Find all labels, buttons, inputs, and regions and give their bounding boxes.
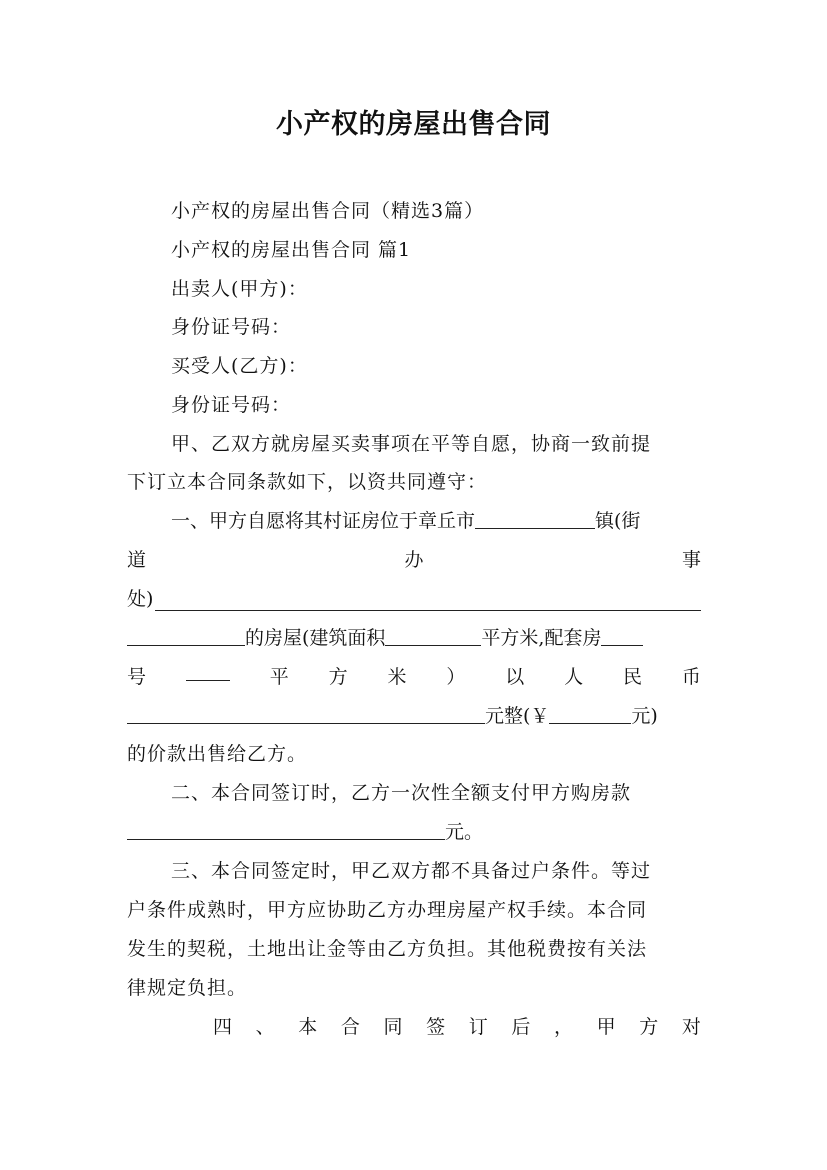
subtitle-line: 小产权的房屋出售合同（精选3篇） — [171, 200, 485, 222]
clause-4-char: 四 — [213, 1016, 233, 1038]
clause-1-char: ） — [446, 666, 466, 688]
clause-1-char: 办 — [404, 549, 424, 571]
clause-1-char: 平 — [269, 666, 289, 688]
blank-address — [155, 588, 701, 611]
clause-1-char: 民 — [622, 666, 642, 688]
clause-1-line-6 — [127, 697, 701, 735]
document-title: 小产权的房屋出售合同 — [276, 109, 551, 140]
clause-1-sqm: 平方米,配套房 — [481, 627, 602, 649]
clause-1-line-7: 的价款出售给乙方。 — [127, 743, 308, 765]
clause-4-char: 本 — [298, 1016, 318, 1038]
preamble-line-1: 甲、乙双方就房屋买卖事项在平等自愿，协商一致前提 — [171, 433, 652, 455]
section-heading: 小产权的房屋出售合同 篇1 — [171, 239, 412, 261]
clause-3-line-3: 发生的契税，土地出让金等由乙方负担。其他税费按有关法 — [127, 938, 648, 960]
clause-1-line-3 — [127, 580, 701, 618]
clause-1-house: 的房屋(建筑面积 — [245, 627, 386, 649]
clause-1-char: 道 — [127, 549, 147, 571]
clause-4-char: 甲 — [596, 1016, 616, 1038]
clause-4-char: 订 — [468, 1016, 488, 1038]
blank-annex-area — [186, 658, 230, 681]
clause-2-line-2 — [127, 813, 701, 851]
clause-1-line-1 — [171, 502, 701, 540]
clause-4-char: ， — [554, 1016, 574, 1038]
blank-area — [385, 623, 481, 646]
clause-3-line-1: 三、本合同签定时，甲乙双方都不具备过户条件。等过 — [171, 860, 652, 882]
blank-annex — [601, 623, 643, 646]
seller-label: 出卖人(甲方)： — [171, 278, 308, 300]
clause-3-line-2: 户条件成熟时，甲方应协助乙方办理房屋产权手续。本合同 — [127, 899, 648, 921]
blank-city — [475, 506, 595, 529]
clause-2-line-1: 二、本合同签订时，乙方一次性全额支付甲方购房款 — [171, 782, 632, 804]
clause-1-yuan-close: 元) — [631, 705, 658, 727]
clause-1-line-4 — [127, 619, 701, 657]
clause-1-char: 号 — [127, 666, 147, 688]
clause-4-char: 方 — [639, 1016, 659, 1038]
blank-price-words — [127, 701, 485, 724]
clause-1-line-5 — [127, 658, 701, 696]
blank-price-number — [549, 701, 631, 724]
clause-1-town: 镇(街 — [595, 510, 641, 532]
clause-4-char: 、 — [255, 1016, 275, 1038]
clause-4-char: 后 — [511, 1016, 531, 1038]
buyer-id-label: 身份证号码： — [171, 394, 292, 416]
clause-3-line-4: 律规定负担。 — [127, 977, 248, 999]
clause-1-char: 米 — [387, 666, 407, 688]
clause-4-char: 签 — [426, 1016, 446, 1038]
preamble-line-2: 下订立本合同条款如下，以资共同遵守： — [127, 471, 488, 493]
clause-1-char: 币 — [681, 666, 701, 688]
blank-address-cont — [127, 623, 245, 646]
clause-4-char: 对 — [681, 1016, 701, 1038]
clause-1-line-2 — [127, 541, 701, 579]
clause-1-char: 以 — [505, 666, 525, 688]
clause-1-char: 事 — [681, 549, 701, 571]
clause-4-char: 同 — [383, 1016, 403, 1038]
clause-2-yuan: 元。 — [445, 821, 484, 843]
clause-4-line-1 — [213, 1008, 701, 1046]
clause-4-char: 合 — [340, 1016, 360, 1038]
blank-payment — [127, 817, 445, 840]
buyer-label: 买受人(乙方)： — [171, 355, 308, 377]
clause-1-char: 处) — [127, 588, 154, 610]
seller-id-label: 身份证号码： — [171, 316, 292, 338]
clause-1-yuan: 元整(￥ — [485, 705, 550, 727]
clause-1-char: 方 — [328, 666, 348, 688]
clause-1-char: 人 — [564, 666, 584, 688]
clause-1-text: 一、甲方自愿将其村证房位于章丘市 — [171, 510, 476, 532]
